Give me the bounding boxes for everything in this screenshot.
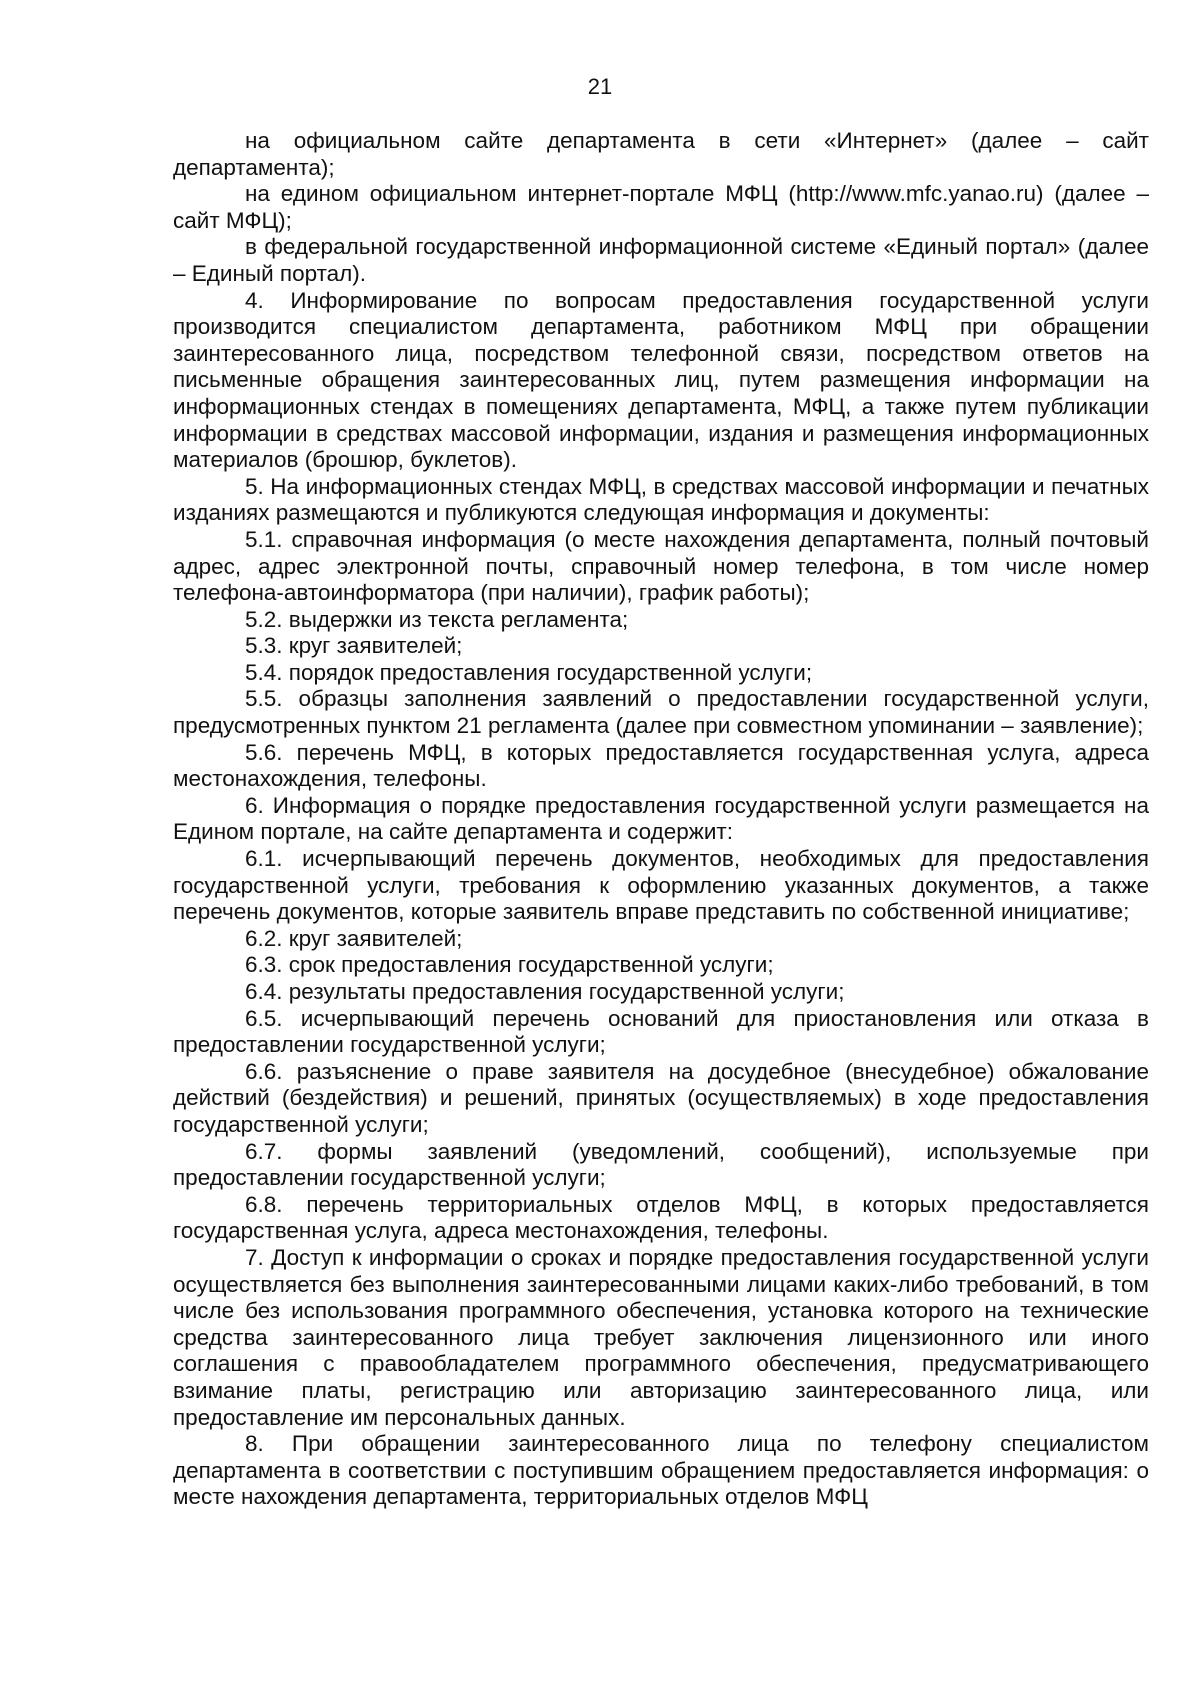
paragraph-item-5-5: 5.5. образцы заполнения заявлений о предоставлении государственной услуги, предусмотренных пунктом 21 регламента (далее при совместном упоминании – заявление); xyxy=(173,686,1149,739)
paragraph-item-5-4: 5.4. порядок предоставления государственной услуги; xyxy=(245,659,813,685)
paragraph-item-6: 6. Информация о порядке предоставления государственной услуги размещается на Едином портале, на сайте департамента и содержит: xyxy=(173,792,1149,845)
paragraph-item-5-1: 5.1. справочная информация (о месте нахождения департамента, полный почтовый адрес, адрес электронной почты, справочный номер телефона, в том числе номер телефона-автоинформатора (при наличии), график работы); xyxy=(173,526,1149,606)
paragraph-item-6-7: 6.7. формы заявлений (уведомлений, сообщений), используемые при предоставлении государственной услуги; xyxy=(173,1138,1149,1191)
paragraph-item-6-8: 6.8. перечень территориальных отделов МФЦ, в которых предоставляется государственная услуга, адреса местонахождения, телефоны. xyxy=(173,1191,1149,1244)
paragraph-item-6-5: 6.5. исчерпывающий перечень оснований для приостановления или отказа в предоставлении государственной услуги; xyxy=(173,1005,1149,1058)
paragraph-item-5-2: 5.2. выдержки из текста регламента; xyxy=(245,606,629,632)
paragraph-item-6-3: 6.3. срок предоставления государственной услуги; xyxy=(245,952,774,978)
paragraph-item-8: 8. При обращении заинтересованного лица по телефону специалистом департамента в соответствии с поступившим обращением предоставляется информация: о месте нахождения департамента, территориальных отделов МФЦ xyxy=(173,1431,1149,1510)
paragraph-site-mfc: на едином официальном интернет-портале МФЦ (http://www.mfc.yanao.ru) (далее – сайт МФЦ); xyxy=(173,181,1149,233)
paragraph-item-6-2: 6.2. круг заявителей; xyxy=(245,925,463,951)
document-body xyxy=(173,128,1149,1511)
paragraph-item-6-4: 6.4. результаты предоставления государственной услуги; xyxy=(245,979,845,1004)
paragraph-item-6-6: 6.6. разъяснение о праве заявителя на досудебное (внесудебное) обжалование действий (бездействия) и решений, принятых (осуществляемых) в ходе предоставления государственной услуги; xyxy=(173,1058,1149,1137)
paragraph-item-5-3: 5.3. круг заявителей; xyxy=(245,633,463,659)
paragraph-site-department: на официальном сайте департамента в сети «Интернет» (далее – сайт департамента); xyxy=(173,128,1149,180)
paragraph-unified-portal: в федеральной государственной информационной системе «Единый портал» (далее – Единый портал). xyxy=(173,234,1149,286)
paragraph-item-6-1: 6.1. исчерпывающий перечень документов, необходимых для предоставления государственной услуги, требования к оформлению указанных документов, а также перечень документов, которые заявитель вправе представить по собственной инициативе; xyxy=(173,846,1149,925)
paragraph-item-5: 5. На информационных стендах МФЦ, в средствах массовой информации и печатных изданиях размещаются и публикуются следующая информация и документы: xyxy=(173,473,1149,526)
paragraph-item-7: 7. Доступ к информации о сроках и порядке предоставления государственной услуги осуществляется без выполнения заинтересованными лицами каких-либо требований, в том числе без использования программного обеспечения, установка которого на технические средства заинтересованного лица требует заключения лицензионного или иного соглашения с правообладателем программного обеспечения, предусматривающего взимание платы, регистрацию или авторизацию заинтересованного лица, или предоставление им персональных данных. xyxy=(173,1244,1149,1430)
paragraph-item-4: 4. Информирование по вопросам предоставления государственной услуги производится специалистом департамента, работником МФЦ при обращении заинтересованного лица, посредством телефонной связи, посредством ответов на письменные обращения заинтересованных лиц, путем размещения информации на информационных стендах в помещениях департамента, МФЦ, а также путем публикации информации в средствах массовой информации, издания и размещения информационных материалов (брошюр, буклетов). xyxy=(173,287,1149,473)
paragraph-item-5-6: 5.6. перечень МФЦ, в которых предоставляется государственная услуга, адреса местонахождения, телефоны. xyxy=(173,739,1149,792)
page-number: 21 xyxy=(587,74,613,99)
